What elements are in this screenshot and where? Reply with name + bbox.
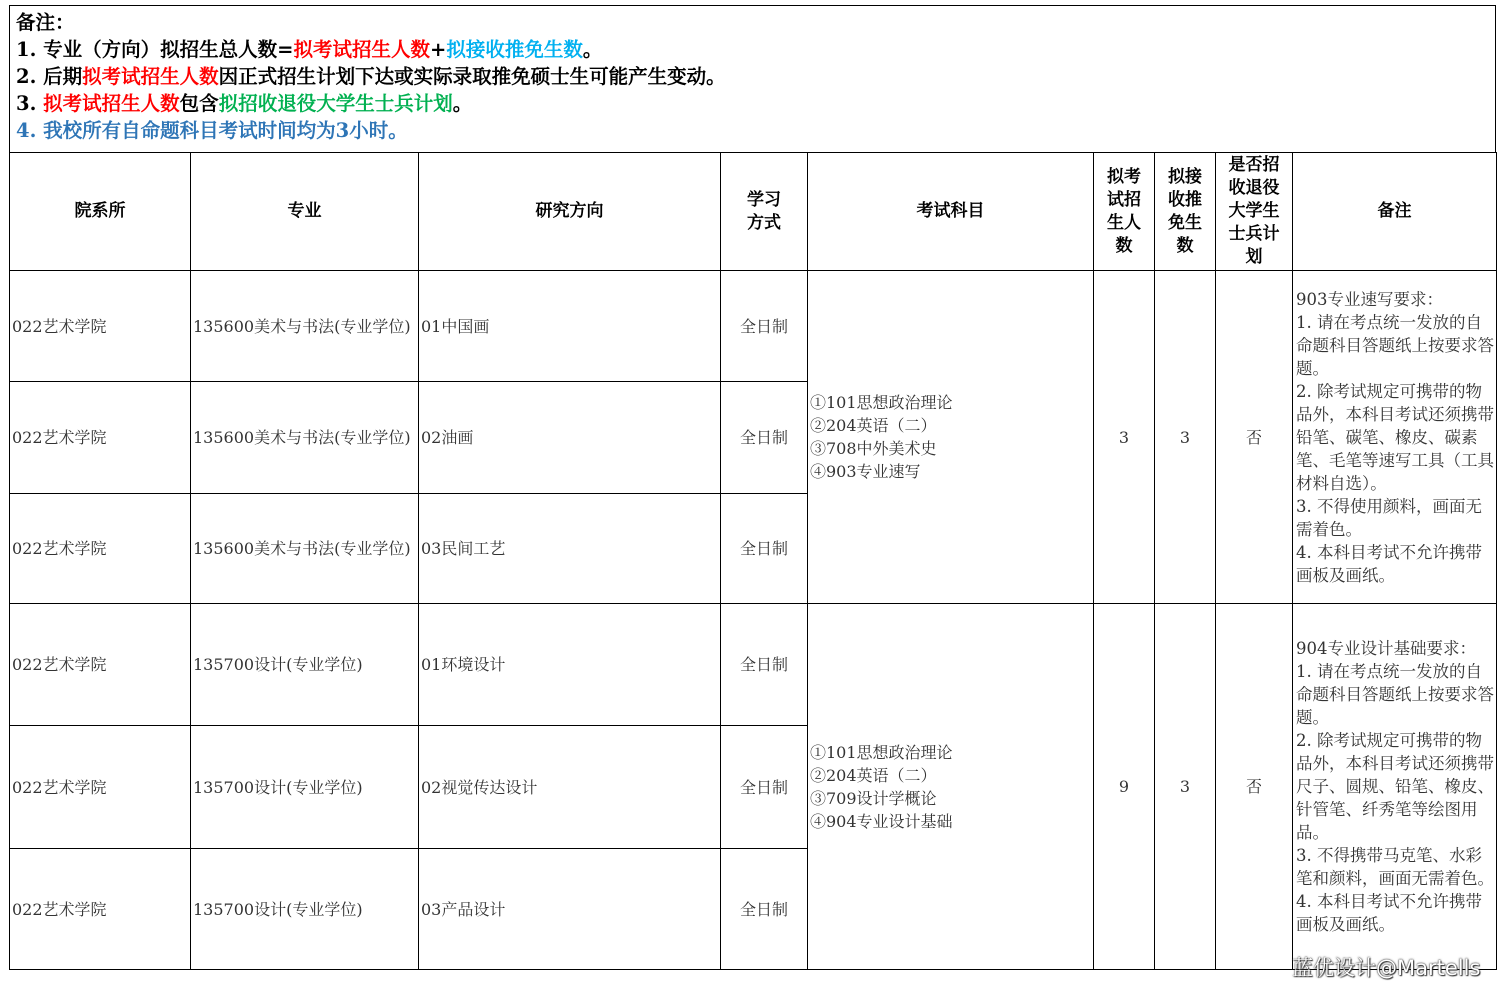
note-line-1 <box>16 36 1489 63</box>
major-cell: 135700设计(专业学位) <box>191 726 419 849</box>
subjects-cell <box>808 271 1094 604</box>
mode-cell: 全日制 <box>721 494 808 604</box>
header-subjects: 考试科目 <box>808 153 1094 271</box>
dept-cell: 022艺术学院 <box>10 382 191 494</box>
header-remarks: 备注 <box>1293 153 1497 271</box>
mode-cell: 全日制 <box>721 604 808 726</box>
direction-cell: 03民间工艺 <box>419 494 721 604</box>
mode-cell: 全日制 <box>721 382 808 494</box>
subject-item: ②204英语（二） <box>810 416 937 435</box>
notes-box <box>9 5 1496 152</box>
subject-item: ③709设计学概论 <box>810 788 937 808</box>
note-text: 3. <box>16 92 44 115</box>
note-text: + <box>430 38 447 61</box>
major-cell: 135600美术与书法(专业学位) <box>191 382 419 494</box>
note-text: 因正式招生计划下达或实际录取推免硕士生可能产生变动。 <box>218 65 726 88</box>
table-row <box>10 604 1497 726</box>
admissions-table <box>9 152 1497 970</box>
note-highlight-red: 拟考试招生人数 <box>43 92 180 115</box>
header-exam-count: 拟考试招生人数 <box>1094 153 1155 271</box>
note-highlight-cyan: 拟接收推免生数 <box>446 38 583 61</box>
notes-title: 备注： <box>16 11 75 34</box>
major-cell: 135600美术与书法(专业学位) <box>191 494 419 604</box>
header-direction: 研究方向 <box>419 153 721 271</box>
major-cell: 135700设计(专业学位) <box>191 604 419 726</box>
subject-item: ④904专业设计基础 <box>810 811 953 831</box>
remarks-cell: 903专业速写要求： 1. 请在考点统一发放的自命题科目答题纸上按要求答题。 2. 除考试规定可携带的物品外，本科目考试还须携带铅笔、碳笔、橡皮、碳素笔、毛笔等速写工具（工具材料自选）。 3. 不得使用颜料，画面无需着色。 4. 本科目考试不允许携带画板及画纸。 <box>1293 271 1497 604</box>
note-text: 1. 专业（方向）拟招生总人数= <box>16 38 294 61</box>
subject-item: ①101思想政治理论 <box>810 393 953 412</box>
header-row <box>10 153 1497 271</box>
note-highlight-red: 拟考试招生人数 <box>293 38 431 61</box>
note-line-2 <box>16 63 1489 90</box>
dept-cell: 022艺术学院 <box>10 849 191 970</box>
header-veteran: 是否招收退役大学生士兵计划 <box>1216 153 1293 271</box>
remarks-cell: 904专业设计基础要求： 1. 请在考点统一发放的自命题科目答题纸上按要求答题。 2. 除考试规定可携带的物品外，本科目考试还须携带尺子、圆规、铅笔、橡皮、针管笔、纤秀笔等绘图用品。 3. 不得携带马克笔、水彩笔和颜料，画面无需着色。 4. 本科目考试不允许携带画板及画纸。 <box>1293 604 1497 970</box>
note-highlight-red: 拟考试招生人数 <box>82 65 219 88</box>
note-line-3 <box>16 90 1489 117</box>
exam-count-cell: 3 <box>1094 271 1155 604</box>
header-mode: 学习方式 <box>721 153 808 271</box>
table-row <box>10 271 1497 382</box>
recommend-count-cell: 3 <box>1155 604 1216 970</box>
direction-cell: 02油画 <box>419 382 721 494</box>
note-text: 包含 <box>179 92 219 115</box>
header-recommend-count: 拟接收推免生数 <box>1155 153 1216 271</box>
direction-cell: 01环境设计 <box>419 604 721 726</box>
major-cell: 135700设计(专业学位) <box>191 849 419 970</box>
recommend-count-cell: 3 <box>1155 271 1216 604</box>
direction-cell: 02视觉传达设计 <box>419 726 721 849</box>
direction-cell: 03产品设计 <box>419 849 721 970</box>
subject-item: ④903专业速写 <box>810 462 921 481</box>
mode-cell: 全日制 <box>721 849 808 970</box>
subjects-cell <box>808 604 1094 970</box>
subject-item: ③708中外美术史 <box>810 439 937 458</box>
dept-cell: 022艺术学院 <box>10 494 191 604</box>
admissions-document <box>9 5 1496 970</box>
subject-item: ①101思想政治理论 <box>810 742 953 762</box>
subject-item: ②204英语（二） <box>810 765 937 785</box>
header-dept: 院系所 <box>10 153 191 271</box>
veteran-cell: 否 <box>1216 271 1293 604</box>
note-text: 。 <box>582 38 603 61</box>
direction-cell: 01中国画 <box>419 271 721 382</box>
header-major: 专业 <box>191 153 419 271</box>
watermark: 蓝优设计@Martells <box>1292 956 1481 980</box>
dept-cell: 022艺术学院 <box>10 604 191 726</box>
note-text: 。 <box>452 92 473 115</box>
note-line-4: 4. 我校所有自命题科目考试时间均为3小时。 <box>16 119 408 142</box>
major-cell: 135600美术与书法(专业学位) <box>191 271 419 382</box>
note-text: 2. 后期 <box>16 65 83 88</box>
note-highlight-green: 拟招收退役大学生士兵计划 <box>218 92 453 115</box>
mode-cell: 全日制 <box>721 271 808 382</box>
dept-cell: 022艺术学院 <box>10 271 191 382</box>
mode-cell: 全日制 <box>721 726 808 849</box>
exam-count-cell: 9 <box>1094 604 1155 970</box>
veteran-cell: 否 <box>1216 604 1293 970</box>
dept-cell: 022艺术学院 <box>10 726 191 849</box>
